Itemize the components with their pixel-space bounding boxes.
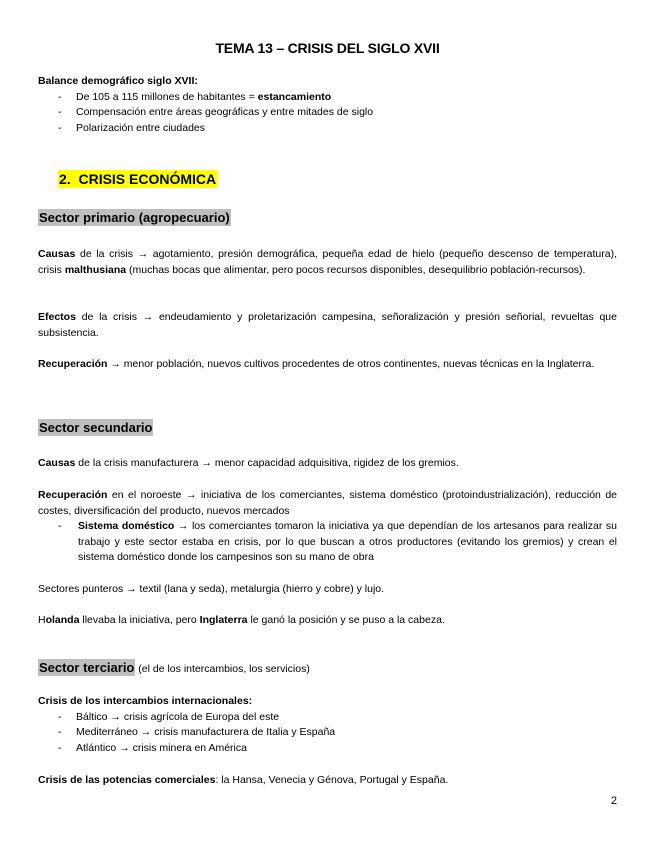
sector-terciario-heading: Sector terciario [39,660,135,675]
holanda-term: olanda [45,614,80,626]
section-heading-crisis-economica [58,170,217,188]
inglaterra-term: Inglaterra [199,614,248,626]
list-item-text: Compensación entre áreas geográficas y entre mitades de siglo [76,106,374,119]
section-title: CRISIS ECONÓMICA [78,171,217,187]
causas-text: de la crisis → agotamiento, presión demográfica, pequeña edad de hielo (pequeño descenso de temperatura), crisis [38,248,617,276]
sector-terciario-heading-line [38,660,617,678]
section-number: 2. [59,171,71,187]
list-item [38,121,617,137]
secundario-recuperacion-paragraph [38,488,617,566]
list-item [38,105,617,121]
secundario-causas-paragraph [38,456,617,472]
causas-label: Causas [38,248,76,260]
sistema-domestico-text: → los comerciantes tomaron la iniciativa ya que dependían de los artesanos para realizar su trabajo y este sector estaba en crisis, por lo que buscan a otros productores (evitando los gremios) y crean el sistema doméstico donde los campesinos son su mano de obra [78,520,617,564]
primario-recuperacion-paragraph [38,357,617,373]
causas-text-cont: (muchas bocas que alimentar, pero pocos recursos disponibles, desequilibrio población-recursos). [126,263,586,276]
page-title: TEMA 13 – CRISIS DEL SIGLO XVII [215,40,440,56]
intercambios-heading: Crisis de los intercambios internacionales: [38,695,253,707]
sector-terciario-note: (el de los intercambios, los servicios) [135,663,310,675]
malthusiana-term: malthusiana [64,263,127,276]
list-item-text: De 105 a 115 millones de habitantes = [76,90,258,103]
recuperacion-label: Recuperación [38,489,108,501]
list-item: - Báltico → crisis agrícola de Europa del este [38,710,617,726]
list-item [38,519,617,566]
potencias-text: : la Hansa, Venecia y Génova, Portugal y España. [215,774,449,786]
intercambios-section [38,694,617,756]
holanda-text-cont: le ganó la posición y se puso a la cabeza. [247,614,445,626]
efectos-text: de la crisis → endeudamiento y proletarización campesina, señoralización y presión señorial, revueltas que subsistencia. [38,311,617,339]
potencias-paragraph [38,773,617,789]
list-item: - Atlántico → crisis minera en América [38,741,617,757]
sistema-domestico-label: Sistema doméstico [78,520,175,533]
sistema-domestico-list [38,519,617,566]
sector-secundario-heading: Sector secundario [39,420,153,435]
list-item [38,90,617,106]
recuperacion-label: Recuperación [38,358,108,370]
primario-efectos-paragraph [38,310,617,341]
recuperacion-text: → menor población, nuevos cultivos procedentes de otros continentes, nuevas técnicas en la Inglaterra. [107,358,595,370]
causas-label: Causas [38,457,76,469]
list-item-bold: estancamiento [257,90,332,103]
balance-list [38,90,617,137]
potencias-label: Crisis de las potencias comerciales [38,774,216,786]
intercambios-list [38,710,617,757]
holanda-text: llevaba la iniciativa, pero [79,614,200,626]
holanda-paragraph [38,613,617,629]
sector-primario-heading: Sector primario (agropecuario) [39,210,230,225]
holanda-initial: H [38,614,46,626]
causas-text: de la crisis manufacturera → menor capacidad adquisitiva, rigidez de los gremios. [75,457,459,469]
page-number: 2 [610,795,617,807]
list-item-text: Polarización entre ciudades [76,121,205,134]
balance-section [38,74,617,136]
efectos-label: Efectos [38,311,76,323]
balance-heading: Balance demográfico siglo XVII: [38,75,198,87]
primario-causas-paragraph [38,247,617,278]
sectores-punteros-paragraph: Sectores punteros → textil (lana y seda), metalurgia (hierro y cobre) y lujo. [38,583,385,595]
recuperacion-text: en el noroeste → iniciativa de los comerciantes, sistema doméstico (protoindustrialización), reducción de costes, diversificación del producto, nuevos mercados [38,489,617,517]
list-item: - Mediterráneo → crisis manufacturera de Italia y España [38,725,617,741]
